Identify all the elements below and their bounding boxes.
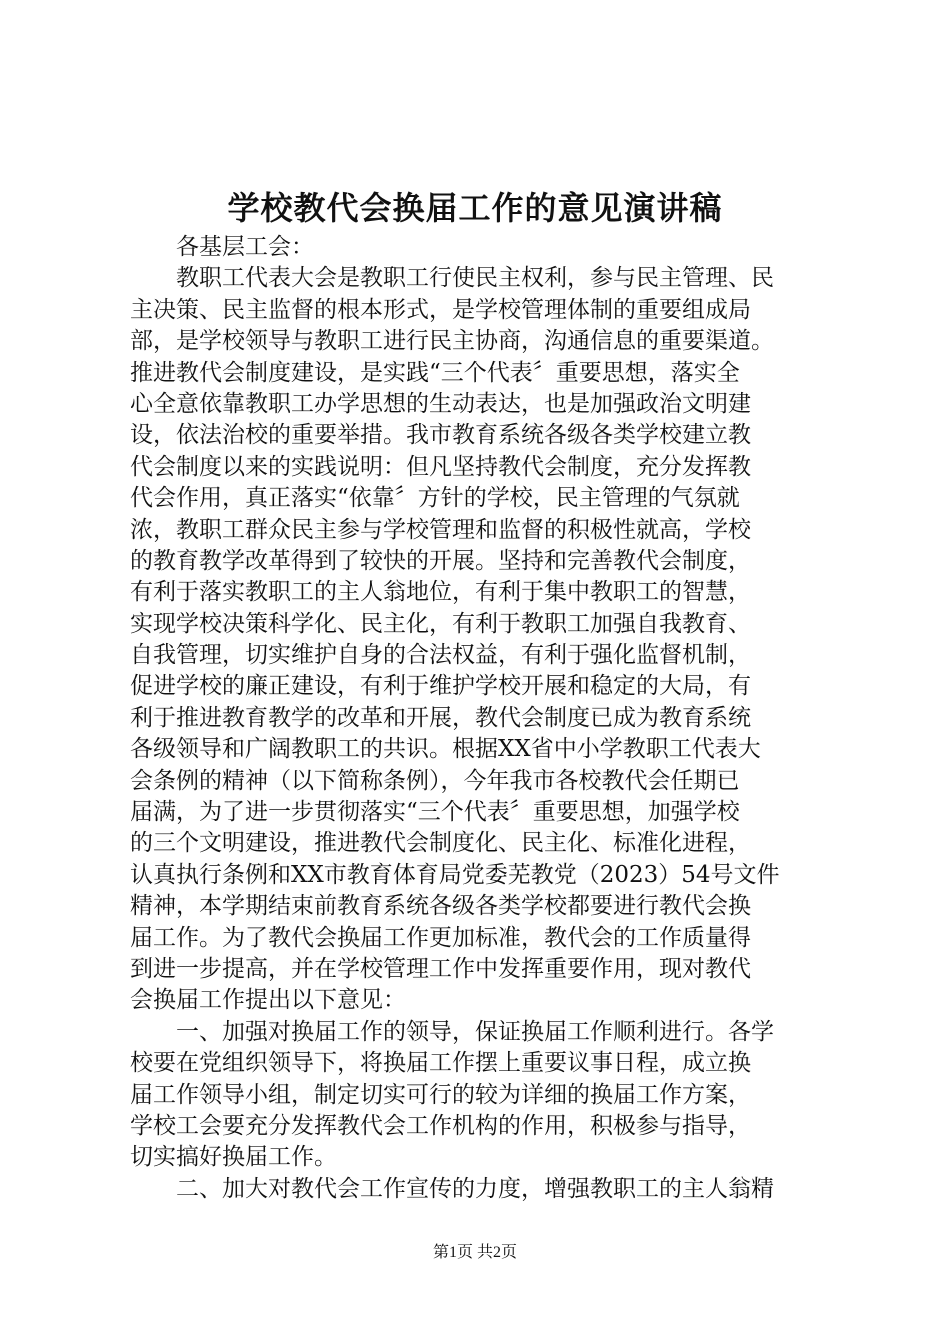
body-line: 促进学校的廉正建设，有利于维护学校开展和稳定的大局，有 (130, 673, 751, 700)
body-line: 设，依法治校的重要举措。我市教育系统各级各类学校建立教 (130, 422, 751, 449)
body-line: 切实搞好换届工作。 (130, 1144, 337, 1171)
body-line: 的教育教学改革得到了较快的开展。坚持和完善教代会制度， (130, 547, 751, 574)
body-line: 二、加大对教代会工作宣传的力度，增强教职工的主人翁精 (130, 1175, 774, 1202)
body-line: 实现学校决策科学化、民主化，有利于教职工加强自我教育、 (130, 610, 751, 637)
body-line: 主决策、民主监督的根本形式，是学校管理体制的重要组成局 (130, 296, 751, 323)
document-title: 学校教代会换届工作的意见演讲稿 (227, 189, 723, 227)
body-line: 浓，教职工群众民主参与学校管理和监督的积极性就高，学校 (130, 516, 751, 543)
body-line: 代会制度以来的实践说明：但凡坚持教代会制度，充分发挥教 (130, 453, 751, 480)
document-body (130, 232, 830, 1205)
body-line: 校要在党组织领导下，将换届工作摆上重要议事日程，成立换 (130, 1050, 751, 1077)
body-line: 届工作领导小组，制定切实可行的较为详细的换届工作方案， (130, 1081, 751, 1108)
page-footer: 第1页 共2页 (432, 1244, 517, 1261)
body-line: 利于推进教育教学的改革和开展，教代会制度已成为教育系统 (130, 704, 751, 731)
body-line: 有利于落实教职工的主人翁地位，有利于集中教职工的智慧， (130, 579, 751, 606)
body-line: 会换届工作提出以下意见： (130, 987, 406, 1014)
body-line: 自我管理，切实维护自身的合法权益，有利于强化监督机制， (130, 642, 751, 669)
body-line: 代会作用，真正落实“依靠〞方针的学校，民主管理的气氛就 (130, 485, 740, 512)
body-line: 教职工代表大会是教职工行使民主权利，参与民主管理、民 (130, 265, 774, 292)
body-line: 推进教代会制度建设，是实践“三个代表〞重要思想，落实全 (130, 359, 740, 386)
body-line: 到进一步提高，并在学校管理工作中发挥重要作用，现对教代 (130, 955, 751, 982)
body-line: 学校工会要充分发挥教代会工作机构的作用，积极参与指导， (130, 1112, 751, 1139)
body-line: 届工作。为了教代会换届工作更加标准，教代会的工作质量得 (130, 924, 751, 951)
body-line: 各级领导和广阔教职工的共识。根据XX省中小学教职工代表大 (130, 736, 761, 763)
body-line: 的三个文明建设，推进教代会制度化、民主化、标准化进程， (130, 830, 751, 857)
body-line: 精神，本学期结束前教育系统各级各类学校都要进行教代会换 (130, 893, 751, 920)
body-line: 认真执行条例和XX市教育体育局党委芜教党（2023）54号文件 (130, 861, 780, 888)
body-line: 届满，为了进一步贯彻落实“三个代表〞重要思想，加强学校 (130, 799, 740, 826)
body-line: 部，是学校领导与教职工进行民主协商，沟通信息的重要渠道。 (130, 328, 774, 355)
body-line: 心全意依靠教职工办学思想的生动表达，也是加强政治文明建 (130, 390, 751, 417)
body-line: 一、加强对换届工作的领导，保证换届工作顺利进行。各学 (130, 1018, 774, 1045)
body-line: 会条例的精神（以下简称条例），今年我市各校教代会任期已 (130, 767, 740, 794)
body-line: 各基层工会： (130, 234, 314, 260)
